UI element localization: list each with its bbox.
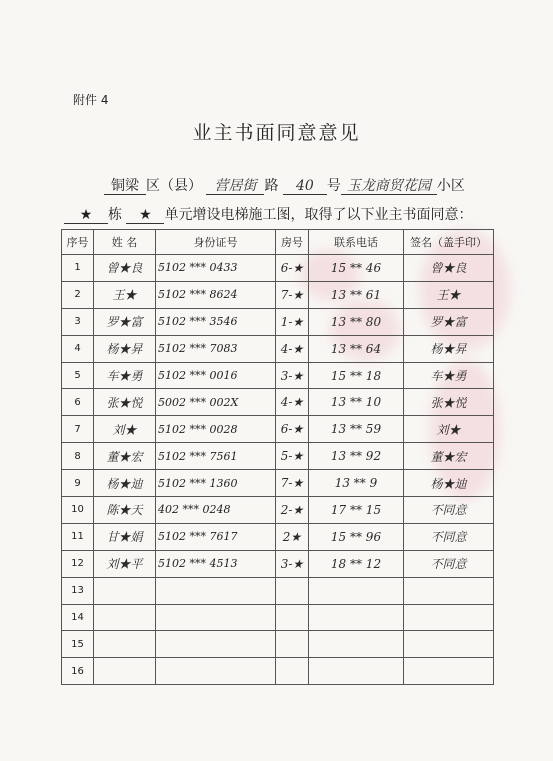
phone-number-cell xyxy=(309,577,404,604)
room-number-cell: 7-★ xyxy=(276,281,309,308)
table-row xyxy=(62,308,494,335)
phone-number-cell: 15 ** 46 xyxy=(309,255,404,282)
signature-cell xyxy=(404,631,494,658)
owner-consent-table xyxy=(61,229,494,685)
room-number-cell: 3-★ xyxy=(276,362,309,389)
signature-cell: 车★勇 xyxy=(404,362,494,389)
id-number-cell: 5102 *** 4513 xyxy=(156,550,276,577)
table-row xyxy=(62,335,494,362)
row-number-cell: 15 xyxy=(62,631,94,658)
community-suffix: 小区 xyxy=(436,178,465,194)
table-row xyxy=(62,362,494,389)
phone-number-cell: 17 ** 15 xyxy=(309,497,404,524)
table-row xyxy=(62,523,494,550)
col-header-room: 房号 xyxy=(276,230,309,255)
room-number-cell: 3-★ xyxy=(276,550,309,577)
building-value: ★ xyxy=(64,207,108,224)
street-value: 营居街 xyxy=(206,178,264,195)
unit-value: ★ xyxy=(126,207,164,224)
row-number-cell: 5 xyxy=(62,362,94,389)
owner-name-cell: 刘★平 xyxy=(94,550,156,577)
id-number-cell: 5102 *** 3546 xyxy=(156,308,276,335)
room-number-cell: 7-★ xyxy=(276,470,309,497)
table-row xyxy=(62,281,494,308)
table-row xyxy=(62,497,494,524)
room-number-cell: 4-★ xyxy=(276,389,309,416)
row-number-cell: 14 xyxy=(62,604,94,631)
owner-name-cell xyxy=(94,631,156,658)
phone-number-cell: 15 ** 18 xyxy=(309,362,404,389)
id-number-cell xyxy=(156,631,276,658)
owner-name-cell: 刘★ xyxy=(94,416,156,443)
number-suffix: 号 xyxy=(326,178,341,194)
id-number-cell xyxy=(156,577,276,604)
id-number-cell: 5102 *** 7083 xyxy=(156,335,276,362)
row-number-cell: 9 xyxy=(62,470,94,497)
number-value: 40 xyxy=(283,178,327,195)
row-number-cell: 8 xyxy=(62,443,94,470)
col-header-name: 姓 名 xyxy=(94,230,156,255)
phone-number-cell: 18 ** 12 xyxy=(309,550,404,577)
row-number-cell: 1 xyxy=(62,255,94,282)
signature-cell: 不同意 xyxy=(404,523,494,550)
row-number-cell: 7 xyxy=(62,416,94,443)
owner-name-cell xyxy=(94,577,156,604)
id-number-cell: 5102 *** 8624 xyxy=(156,281,276,308)
owner-name-cell: 张★悦 xyxy=(94,389,156,416)
signature-cell: 不同意 xyxy=(404,497,494,524)
row-number-cell: 4 xyxy=(62,335,94,362)
phone-number-cell: 13 ** 80 xyxy=(309,308,404,335)
owner-name-cell: 罗★富 xyxy=(94,308,156,335)
phone-number-cell xyxy=(309,658,404,685)
signature-cell xyxy=(404,577,494,604)
table-row xyxy=(62,550,494,577)
phone-number-cell xyxy=(309,604,404,631)
row-number-cell: 6 xyxy=(62,389,94,416)
room-number-cell: 1-★ xyxy=(276,308,309,335)
building-line xyxy=(64,204,472,224)
id-number-cell: 5102 *** 0433 xyxy=(156,255,276,282)
room-number-cell xyxy=(276,604,309,631)
signature-cell xyxy=(404,658,494,685)
table-row xyxy=(62,255,494,282)
room-number-cell: 6-★ xyxy=(276,416,309,443)
owner-name-cell: 杨★昇 xyxy=(94,335,156,362)
table-row xyxy=(62,631,494,658)
signature-cell xyxy=(404,604,494,631)
row-number-cell: 10 xyxy=(62,497,94,524)
id-number-cell xyxy=(156,658,276,685)
signature-cell: 杨★昇 xyxy=(404,335,494,362)
owner-name-cell: 甘★娟 xyxy=(94,523,156,550)
id-number-cell: 402 *** 0248 xyxy=(156,497,276,524)
id-number-cell: 5102 *** 0028 xyxy=(156,416,276,443)
room-number-cell xyxy=(276,631,309,658)
id-number-cell: 5102 *** 1360 xyxy=(156,470,276,497)
unit-suffix: 单元增设电梯施工图，取得了以下业主书面同意： xyxy=(164,207,473,223)
signature-cell: 张★悦 xyxy=(404,389,494,416)
room-number-cell: 4-★ xyxy=(276,335,309,362)
phone-number-cell: 15 ** 96 xyxy=(309,523,404,550)
table-header-row xyxy=(62,230,494,255)
col-header-id: 身份证号 xyxy=(156,230,276,255)
row-number-cell: 12 xyxy=(62,550,94,577)
owner-name-cell: 曾★良 xyxy=(94,255,156,282)
signature-cell: 罗★富 xyxy=(404,308,494,335)
signature-cell: 不同意 xyxy=(404,550,494,577)
owner-name-cell: 陈★天 xyxy=(94,497,156,524)
room-number-cell xyxy=(276,577,309,604)
col-header-signature: 签名（盖手印） xyxy=(404,230,494,255)
id-number-cell: 5002 *** 002X xyxy=(156,389,276,416)
owner-name-cell: 王★ xyxy=(94,281,156,308)
col-header-phone: 联系电话 xyxy=(309,230,404,255)
signature-cell: 刘★ xyxy=(404,416,494,443)
owner-name-cell: 董★宏 xyxy=(94,443,156,470)
id-number-cell: 5102 *** 7561 xyxy=(156,443,276,470)
owner-name-cell: 杨★迪 xyxy=(94,470,156,497)
id-number-cell xyxy=(156,604,276,631)
signature-cell: 杨★迪 xyxy=(404,470,494,497)
owner-name-cell xyxy=(94,658,156,685)
table-row xyxy=(62,658,494,685)
col-header-no: 序号 xyxy=(62,230,94,255)
phone-number-cell: 13 ** 64 xyxy=(309,335,404,362)
building-suffix: 栋 xyxy=(108,207,122,223)
row-number-cell: 16 xyxy=(62,658,94,685)
owner-name-cell: 车★勇 xyxy=(94,362,156,389)
owner-name-cell xyxy=(94,604,156,631)
phone-number-cell: 13 ** 92 xyxy=(309,443,404,470)
signature-cell: 王★ xyxy=(404,281,494,308)
row-number-cell: 13 xyxy=(62,577,94,604)
row-number-cell: 11 xyxy=(62,523,94,550)
signature-cell: 董★宏 xyxy=(404,443,494,470)
district-value: 铜梁 xyxy=(104,178,146,195)
table-row xyxy=(62,577,494,604)
phone-number-cell: 13 ** 61 xyxy=(309,281,404,308)
room-number-cell: 5-★ xyxy=(276,443,309,470)
phone-number-cell: 13 ** 59 xyxy=(309,416,404,443)
phone-number-cell: 13 ** 10 xyxy=(309,389,404,416)
room-number-cell: 2★ xyxy=(276,523,309,550)
phone-number-cell: 13 ** 9 xyxy=(309,470,404,497)
community-value: 玉龙商贸花园 xyxy=(341,178,437,195)
room-number-cell xyxy=(276,658,309,685)
table-row xyxy=(62,604,494,631)
row-number-cell: 2 xyxy=(62,281,94,308)
table-row xyxy=(62,470,494,497)
id-number-cell: 5102 *** 0016 xyxy=(156,362,276,389)
room-number-cell: 6-★ xyxy=(276,255,309,282)
signature-cell: 曾★良 xyxy=(404,255,494,282)
room-number-cell: 2-★ xyxy=(276,497,309,524)
district-suffix: 区（县） xyxy=(146,178,202,194)
phone-number-cell xyxy=(309,631,404,658)
id-number-cell: 5102 *** 7617 xyxy=(156,523,276,550)
page-title: 业主书面同意意见 xyxy=(192,122,361,144)
table-row xyxy=(62,416,494,443)
road-suffix: 路 xyxy=(264,178,279,194)
table-row xyxy=(62,389,494,416)
row-number-cell: 3 xyxy=(62,308,94,335)
table-row xyxy=(62,443,494,470)
address-line xyxy=(104,175,465,195)
attachment-label: 附件 4 xyxy=(73,93,109,107)
